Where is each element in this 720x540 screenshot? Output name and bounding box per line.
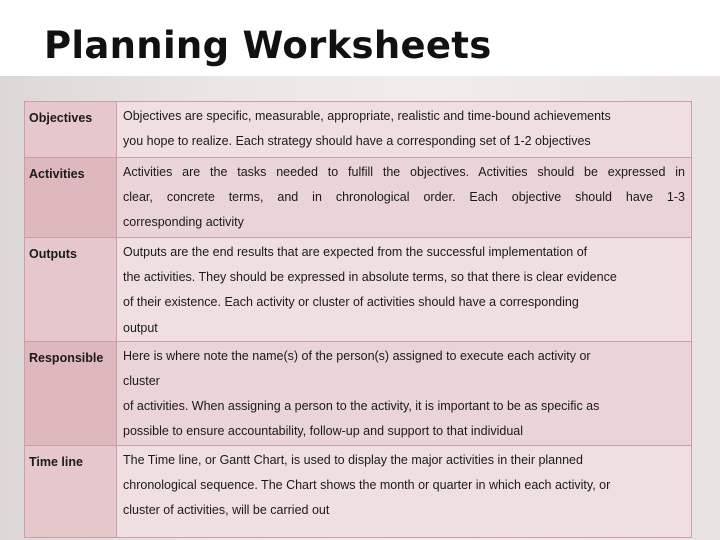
table-row — [25, 158, 692, 238]
row-label-responsible: Responsible — [25, 341, 117, 445]
description-line: you hope to realize. Each strategy should have a corresponding set of 1-2 objectives — [123, 134, 591, 149]
description-line: Objectives are specific, measurable, appropriate, realistic and time-bound achievements — [123, 109, 611, 123]
description-line: cluster of activities, will be carried out — [123, 503, 330, 518]
row-label-outputs: Outputs — [25, 238, 117, 342]
row-label-time-line: Time line — [25, 445, 117, 537]
row-description-outputs — [117, 238, 692, 342]
table-row — [25, 445, 692, 537]
description-line: the activities. They should be expressed in absolute terms, so that there is clear evidence — [123, 270, 617, 285]
description-line: Here is where note the name(s) of the person(s) assigned to execute each activity or — [123, 348, 591, 363]
description-line: Activities are the tasks needed to fulfill the objectives. Activities should be expressed in — [123, 165, 685, 179]
worksheet-table — [24, 101, 692, 538]
table-row — [25, 238, 692, 342]
description-line: possible to ensure accountability, follow-up and support to that individual — [123, 424, 524, 439]
row-description-objectives — [117, 102, 692, 158]
description-line: cluster — [123, 374, 160, 389]
row-label-objectives: Objectives — [25, 102, 117, 158]
row-description-responsible — [117, 341, 692, 445]
description-line: clear, concrete terms, and in chronological order. Each objective should have 1-3 — [123, 190, 685, 205]
page-title: Planning Worksheets — [44, 24, 492, 67]
description-line: of their existence. Each activity or cluster of activities should have a corresponding — [123, 295, 579, 310]
description-line: Outputs are the end results that are expected from the successful implementation of — [123, 245, 588, 259]
description-line: of activities. When assigning a person to the activity, it is important to be as specific as — [123, 399, 600, 414]
description-line: corresponding activity — [123, 215, 244, 230]
table-row — [25, 341, 692, 445]
row-description-activities — [117, 158, 692, 238]
row-label-activities: Activities — [25, 158, 117, 238]
table-row — [25, 102, 692, 158]
row-description-time-line — [117, 445, 692, 537]
description-line: chronological sequence. The Chart shows the month or quarter in which each activity, or — [123, 477, 611, 492]
description-line: The Time line, or Gantt Chart, is used to display the major activities in their planned — [123, 452, 583, 467]
description-line: output — [123, 320, 158, 335]
